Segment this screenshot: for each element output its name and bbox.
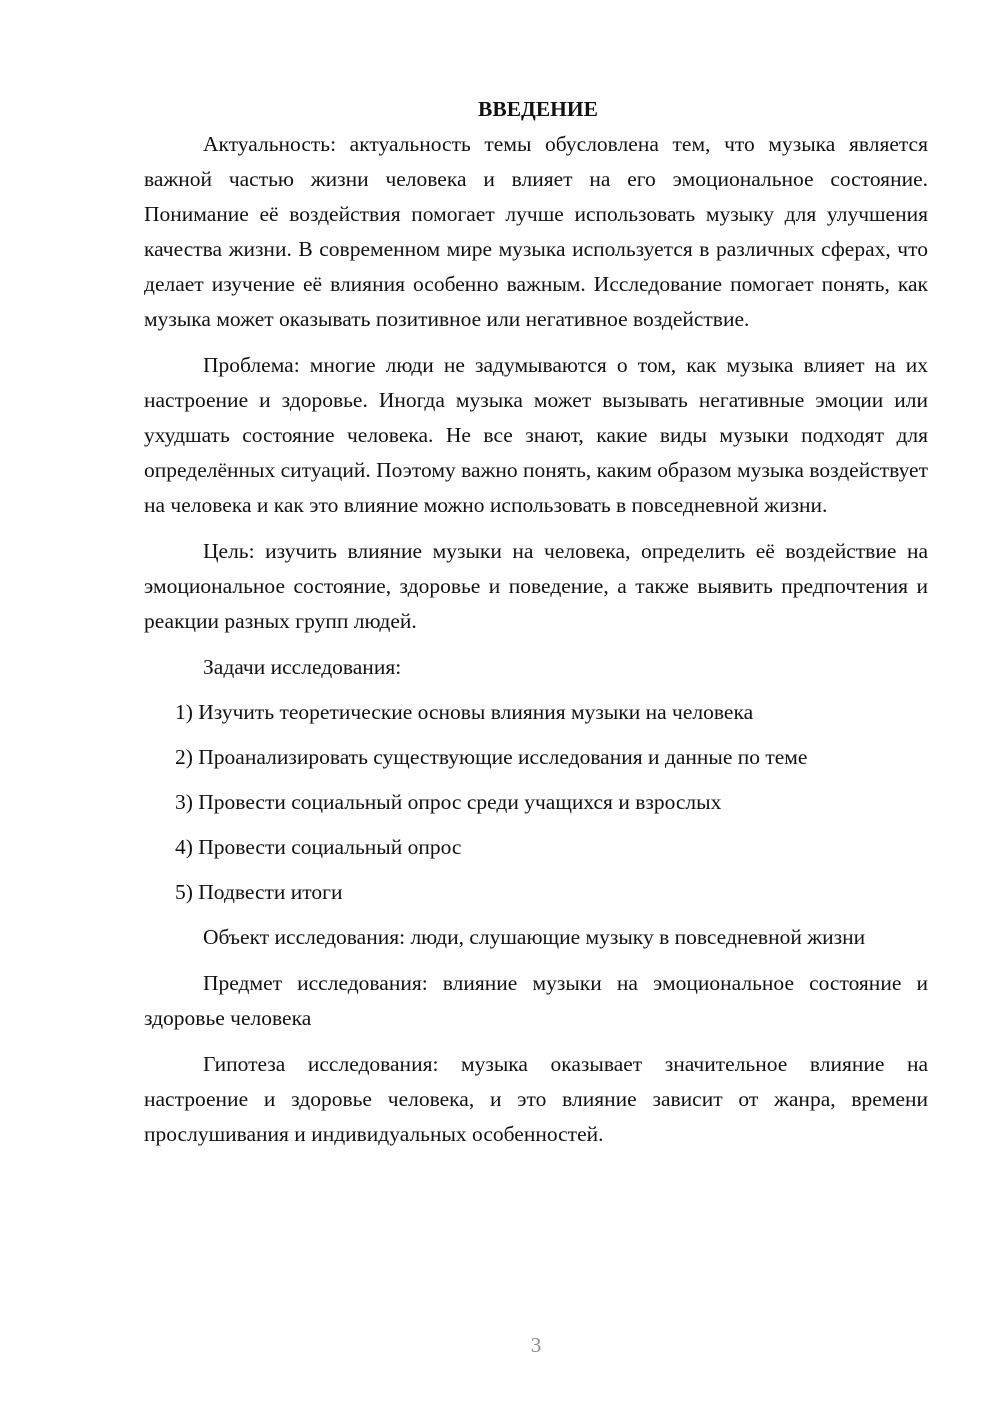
tasks-heading: Задачи исследования: [203,655,402,679]
problem-paragraph: Проблема: многие люди не задумываются о том, как музыка влияет на их настроение и здоровье. Иногда музыка может вызывать негативные эмоции или ухудшать состояние человека. Не все знают, какие виды музыки подходят для определённых ситуаций. Поэтому важно понять, каким образом музыка воздействует на человека и как это влияние можно использовать в повседневной жизни. [144,353,928,517]
subject-paragraph: Предмет исследования: влияние музыки на эмоциональное состояние и здоровье человека [144,971,928,1030]
tasks-list [144,695,928,910]
task-item: 4) Провести социальный опрос [175,835,462,859]
hypothesis-paragraph: Гипотеза исследования: музыка оказывает значительное влияние на настроение и здоровье человека, и это влияние зависит от жанра, времени прослушивания и индивидуальных особенностей. [144,1052,928,1146]
page-title: ВВЕДЕНИЕ [478,97,598,121]
task-item: 1) Изучить теоретические основы влияния музыки на человека [175,700,754,724]
page-content [144,92,928,1163]
page-number: 3 [530,1333,542,1357]
relevance-paragraph: Актуальность: актуальность темы обусловлена тем, что музыка является важной частью жизни человека и влияет на его эмоциональное состояние. Понимание её воздействия помогает лучше использовать музыку для улучшения качества жизни. В современном мире музыка используется в различных сферах, что делает изучение её влияния особенно важным. Исследование помогает понять, как музыка может оказывать позитивное или негативное воздействие. [144,132,928,331]
task-item: 2) Проанализировать существующие исследования и данные по теме [175,745,808,769]
goal-paragraph: Цель: изучить влияние музыки на человека, определить её воздействие на эмоциональное состояние, здоровье и поведение, а также выявить предпочтения и реакции разных групп людей. [144,539,928,633]
object-paragraph: Объект исследования: люди, слушающие музыку в повседневной жизни [203,925,866,949]
task-item: 5) Подвести итоги [175,880,343,904]
task-item: 3) Провести социальный опрос среди учащихся и взрослых [175,790,722,814]
